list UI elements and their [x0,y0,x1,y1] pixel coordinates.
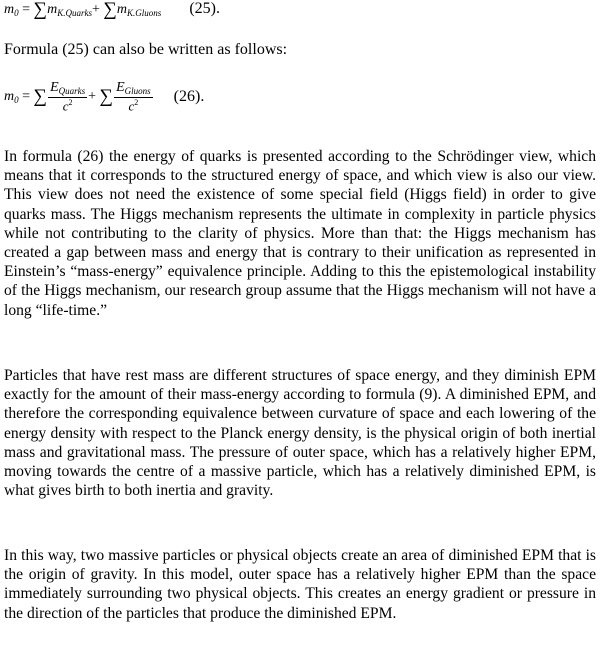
equation-26 [4,81,204,127]
eq26-mid-group [88,87,113,106]
eq26-lhs: m [4,89,15,105]
eq25-sum-1: ∑ [33,0,48,20]
eq26-denominator-2 [114,98,153,112]
eq26-num-2-sub: Gluons [124,86,151,96]
eq26-den-1: c [62,98,69,114]
eq26-plus: + [88,89,100,105]
eq26-numerator-2 [114,81,153,98]
eq25-lhs: m [4,2,15,17]
eq26-lhs-group [4,87,47,106]
eq25-plus: + [91,2,104,17]
eq25-term-2: m [116,2,128,17]
paragraph-gravity: In this way, two massive particles or physical objects create an area of diminished EPM that is the origin of gravity. In this model, outer space has a relatively higher EPM than the space immediately surrounding two physical objects. This creates an energy gradient or pressure in the direction of the particles that produce the diminished EPM. [4,547,596,622]
eq25-term-2-sub: K.Gluons [127,8,162,18]
eq26-numerator-1 [48,81,87,98]
eq26-fraction-1 [48,81,87,112]
intro-text: Formula (25) can also be written as follows: [4,41,288,58]
eq25-number: (25). [189,0,220,17]
eq26-den-1-sup: 2 [68,98,73,107]
eq25-term-1: m [47,2,58,17]
eq26-fraction-2 [114,81,153,112]
eq26-sum-2: ∑ [99,86,114,108]
eq26-denominator-1 [48,98,87,112]
equation-25 [4,0,220,22]
eq26-num-2: E [116,80,125,95]
eq26-den-2-sup: 2 [134,98,139,107]
eq26-equals: = [18,89,34,105]
eq26-den-2: c [128,98,135,114]
eq25-term-1-sub: K.Quarks [57,8,92,18]
eq26-num-1-sub: Quarks [58,86,86,96]
eq26-sum-1: ∑ [33,86,48,108]
eq26-lhs-sub: 0 [14,95,19,106]
paragraph-higgs: In formula (26) the energy of quarks is presented according to the Schrödinger view, which means that it corresponds to the structured energy of space, and which view is also our view. This view does not need the existence of some special field (Higgs field) in order to give quarks mass. The Higgs mechanism represents the ultimate in complexity in particle physics while not contributing to the clarity of physics. More than that: the Higgs mechanism has created a gap between mass and energy that is contrary to their unification as represented in Einstein’s “mass-energy” equivalence principle. Adding to this the epistemological instability of the Higgs mechanism, our research group assume that the Higgs mechanism will not have a long “life-time.” [4,148,596,319]
eq25-lhs-sub: 0 [14,8,19,18]
eq26-num-1: E [50,80,59,95]
eq25-sum-2: ∑ [103,0,117,20]
paragraph-rest-mass: Particles that have rest mass are different structures of space energy, and they diminish EPM exactly for the amount of their mass-energy according to formula (9). A diminished EPM, and therefore the corresponding equivalence between curvature of space and each lowering of the energy density with respect to the Planck energy density, is the physical origin of both inertial mass and gravitational mass. The pressure of outer space, which has a relatively higher EPM, moving towards the centre of a massive particle, which has a relatively diminished EPM, is what gives birth to both inertia and gravity. [4,367,596,500]
eq26-number: (26). [173,87,205,105]
eq25-equals: = [18,2,34,17]
